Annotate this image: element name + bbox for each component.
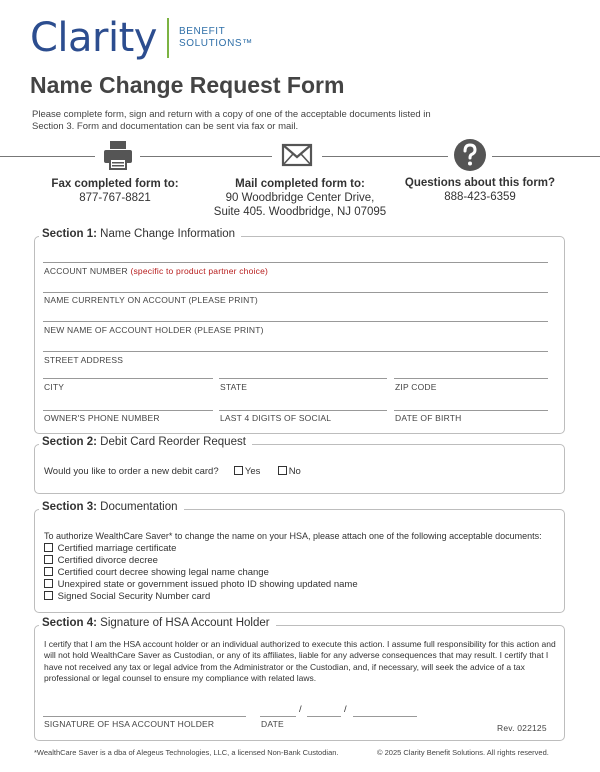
strip-divider: [0, 156, 95, 157]
strip-divider: [492, 156, 600, 157]
fax-contact: [40, 177, 190, 205]
fax-heading: Fax completed form to:: [51, 178, 179, 190]
ssn-last4-field[interactable]: [219, 399, 387, 411]
document-checkbox[interactable]: [44, 543, 53, 552]
question-icon: [453, 138, 487, 172]
document-checkbox[interactable]: [44, 591, 53, 600]
document-option: Certified court decree showing legal name change: [44, 567, 269, 578]
mail-address-line1: 90 Woodbridge Center Drive,: [225, 192, 375, 204]
intro-text: Please complete form, sign and return with a copy of one of the acceptable documents listed in Section 3. Form and documentation can be sent via fax or mail.: [32, 109, 431, 132]
date-month-field[interactable]: [260, 705, 296, 717]
footer-copyright: © 2025 Clarity Benefit Solutions. All rights reserved.: [377, 748, 549, 757]
logo-wordmark: Clarity: [30, 15, 157, 61]
street-address-field[interactable]: [43, 340, 548, 352]
state-label: STATE: [220, 382, 248, 392]
section-1: [34, 228, 565, 434]
debit-card-question: [44, 466, 301, 477]
date-separator: /: [344, 704, 347, 715]
no-checkbox[interactable]: [278, 466, 287, 475]
state-field[interactable]: [219, 367, 387, 379]
section-4-name: Signature of HSA Account Holder: [100, 617, 270, 629]
document-option: Certified divorce decree: [44, 555, 158, 566]
new-name-label: NEW NAME OF ACCOUNT HOLDER (PLEASE PRINT): [44, 325, 264, 335]
section-2-name: Debit Card Reorder Request: [100, 436, 246, 448]
yes-checkbox[interactable]: [234, 466, 243, 475]
section-3-number: Section 3:: [42, 501, 97, 513]
no-label: No: [288, 466, 301, 477]
city-field[interactable]: [43, 367, 213, 379]
fax-icon: [101, 138, 135, 172]
city-label: CITY: [44, 382, 65, 392]
section-3: [34, 501, 565, 613]
fax-number: 877-767-8821: [79, 192, 151, 204]
phone-field[interactable]: [43, 399, 213, 411]
debit-card-question-text: Would you like to order a new debit card?: [44, 466, 219, 477]
document-option: Certified marriage certificate: [44, 543, 176, 554]
questions-heading: Questions about this form?: [404, 177, 556, 189]
section-1-number: Section 1:: [42, 228, 97, 240]
date-day-field[interactable]: [307, 705, 341, 717]
questions-contact: [395, 176, 565, 204]
revision-code: Rev. 022125: [497, 723, 547, 733]
clarity-logo: [30, 16, 253, 60]
phone-label: OWNER'S PHONE NUMBER: [44, 413, 160, 423]
section-4: [34, 617, 565, 741]
dob-field[interactable]: [394, 399, 548, 411]
questions-phone: 888-423-6359: [444, 191, 516, 203]
signature-label: SIGNATURE OF HSA ACCOUNT HOLDER: [44, 719, 215, 729]
date-label: DATE: [261, 719, 284, 729]
logo-subtitle-line2: SOLUTIONS™: [178, 38, 253, 49]
section-1-title: [39, 228, 241, 240]
mail-address-line2: Suite 405. Woodbridge, NJ 07095: [213, 206, 387, 218]
mail-heading: Mail completed form to:: [235, 178, 365, 190]
current-name-field[interactable]: [43, 281, 548, 293]
section-3-title: [39, 501, 184, 513]
street-address-label: STREET ADDRESS: [44, 355, 124, 365]
date-separator: /: [299, 704, 302, 715]
logo-divider: [167, 18, 169, 58]
account-number-note: (specific to product partner choice): [130, 266, 269, 276]
section-2-title: [39, 436, 252, 448]
envelope-icon: [280, 138, 314, 172]
zip-field[interactable]: [394, 367, 548, 379]
logo-subtitle-line1: BENEFIT: [178, 26, 226, 37]
date-year-field[interactable]: [353, 705, 417, 717]
footer-disclaimer: *WealthCare Saver is a dba of Alegeus Technologies, LLC, a licensed Non-Bank Custodian.: [34, 748, 339, 757]
section-1-name: Name Change Information: [100, 228, 236, 240]
document-option: Signed Social Security Number card: [44, 591, 210, 602]
signature-field[interactable]: [43, 705, 246, 717]
yes-label: Yes: [244, 466, 261, 477]
new-name-field[interactable]: [43, 310, 548, 322]
document-checkbox[interactable]: [44, 555, 53, 564]
document-checkbox[interactable]: [44, 567, 53, 576]
account-number-label: ACCOUNT NUMBER (specific to product partner choice): [44, 266, 269, 276]
section-2: [34, 436, 565, 494]
document-checkbox[interactable]: [44, 579, 53, 588]
current-name-label: NAME CURRENTLY ON ACCOUNT (PLEASE PRINT): [44, 295, 258, 305]
section-2-number: Section 2:: [42, 436, 97, 448]
strip-divider: [140, 156, 272, 157]
dob-label: DATE OF BIRTH: [395, 413, 462, 423]
ssn-last4-label: LAST 4 DIGITS OF SOCIAL: [220, 413, 332, 423]
section-4-number: Section 4:: [42, 617, 97, 629]
certification-text: I certify that I am the HSA account holder or an individual authorized to execute this action. I assume full responsibility for this action and will not hold WealthCare Saver as Custodian, or any of its affiliates, liable for any adverse consequences that may result. I certify that I have not received any tax or legal advice from the Administrator or the Custodian, and, if necessary, will seek the advice of a tax professional or legal counsel to ensure my compliance with related laws.: [44, 639, 556, 684]
strip-divider: [322, 156, 448, 157]
logo-subtitle: [179, 26, 253, 50]
document-option: Unexpired state or government issued photo ID showing updated name: [44, 579, 358, 590]
documentation-intro: To authorize WealthCare Saver* to change the name on your HSA, please attach one of the following acceptable documents:: [44, 531, 542, 541]
account-number-field[interactable]: [43, 251, 548, 263]
page-title: Name Change Request Form: [30, 72, 345, 98]
mail-contact: [210, 177, 390, 219]
zip-label: ZIP CODE: [395, 382, 437, 392]
section-4-title: [39, 617, 276, 629]
section-3-name: Documentation: [100, 501, 178, 513]
